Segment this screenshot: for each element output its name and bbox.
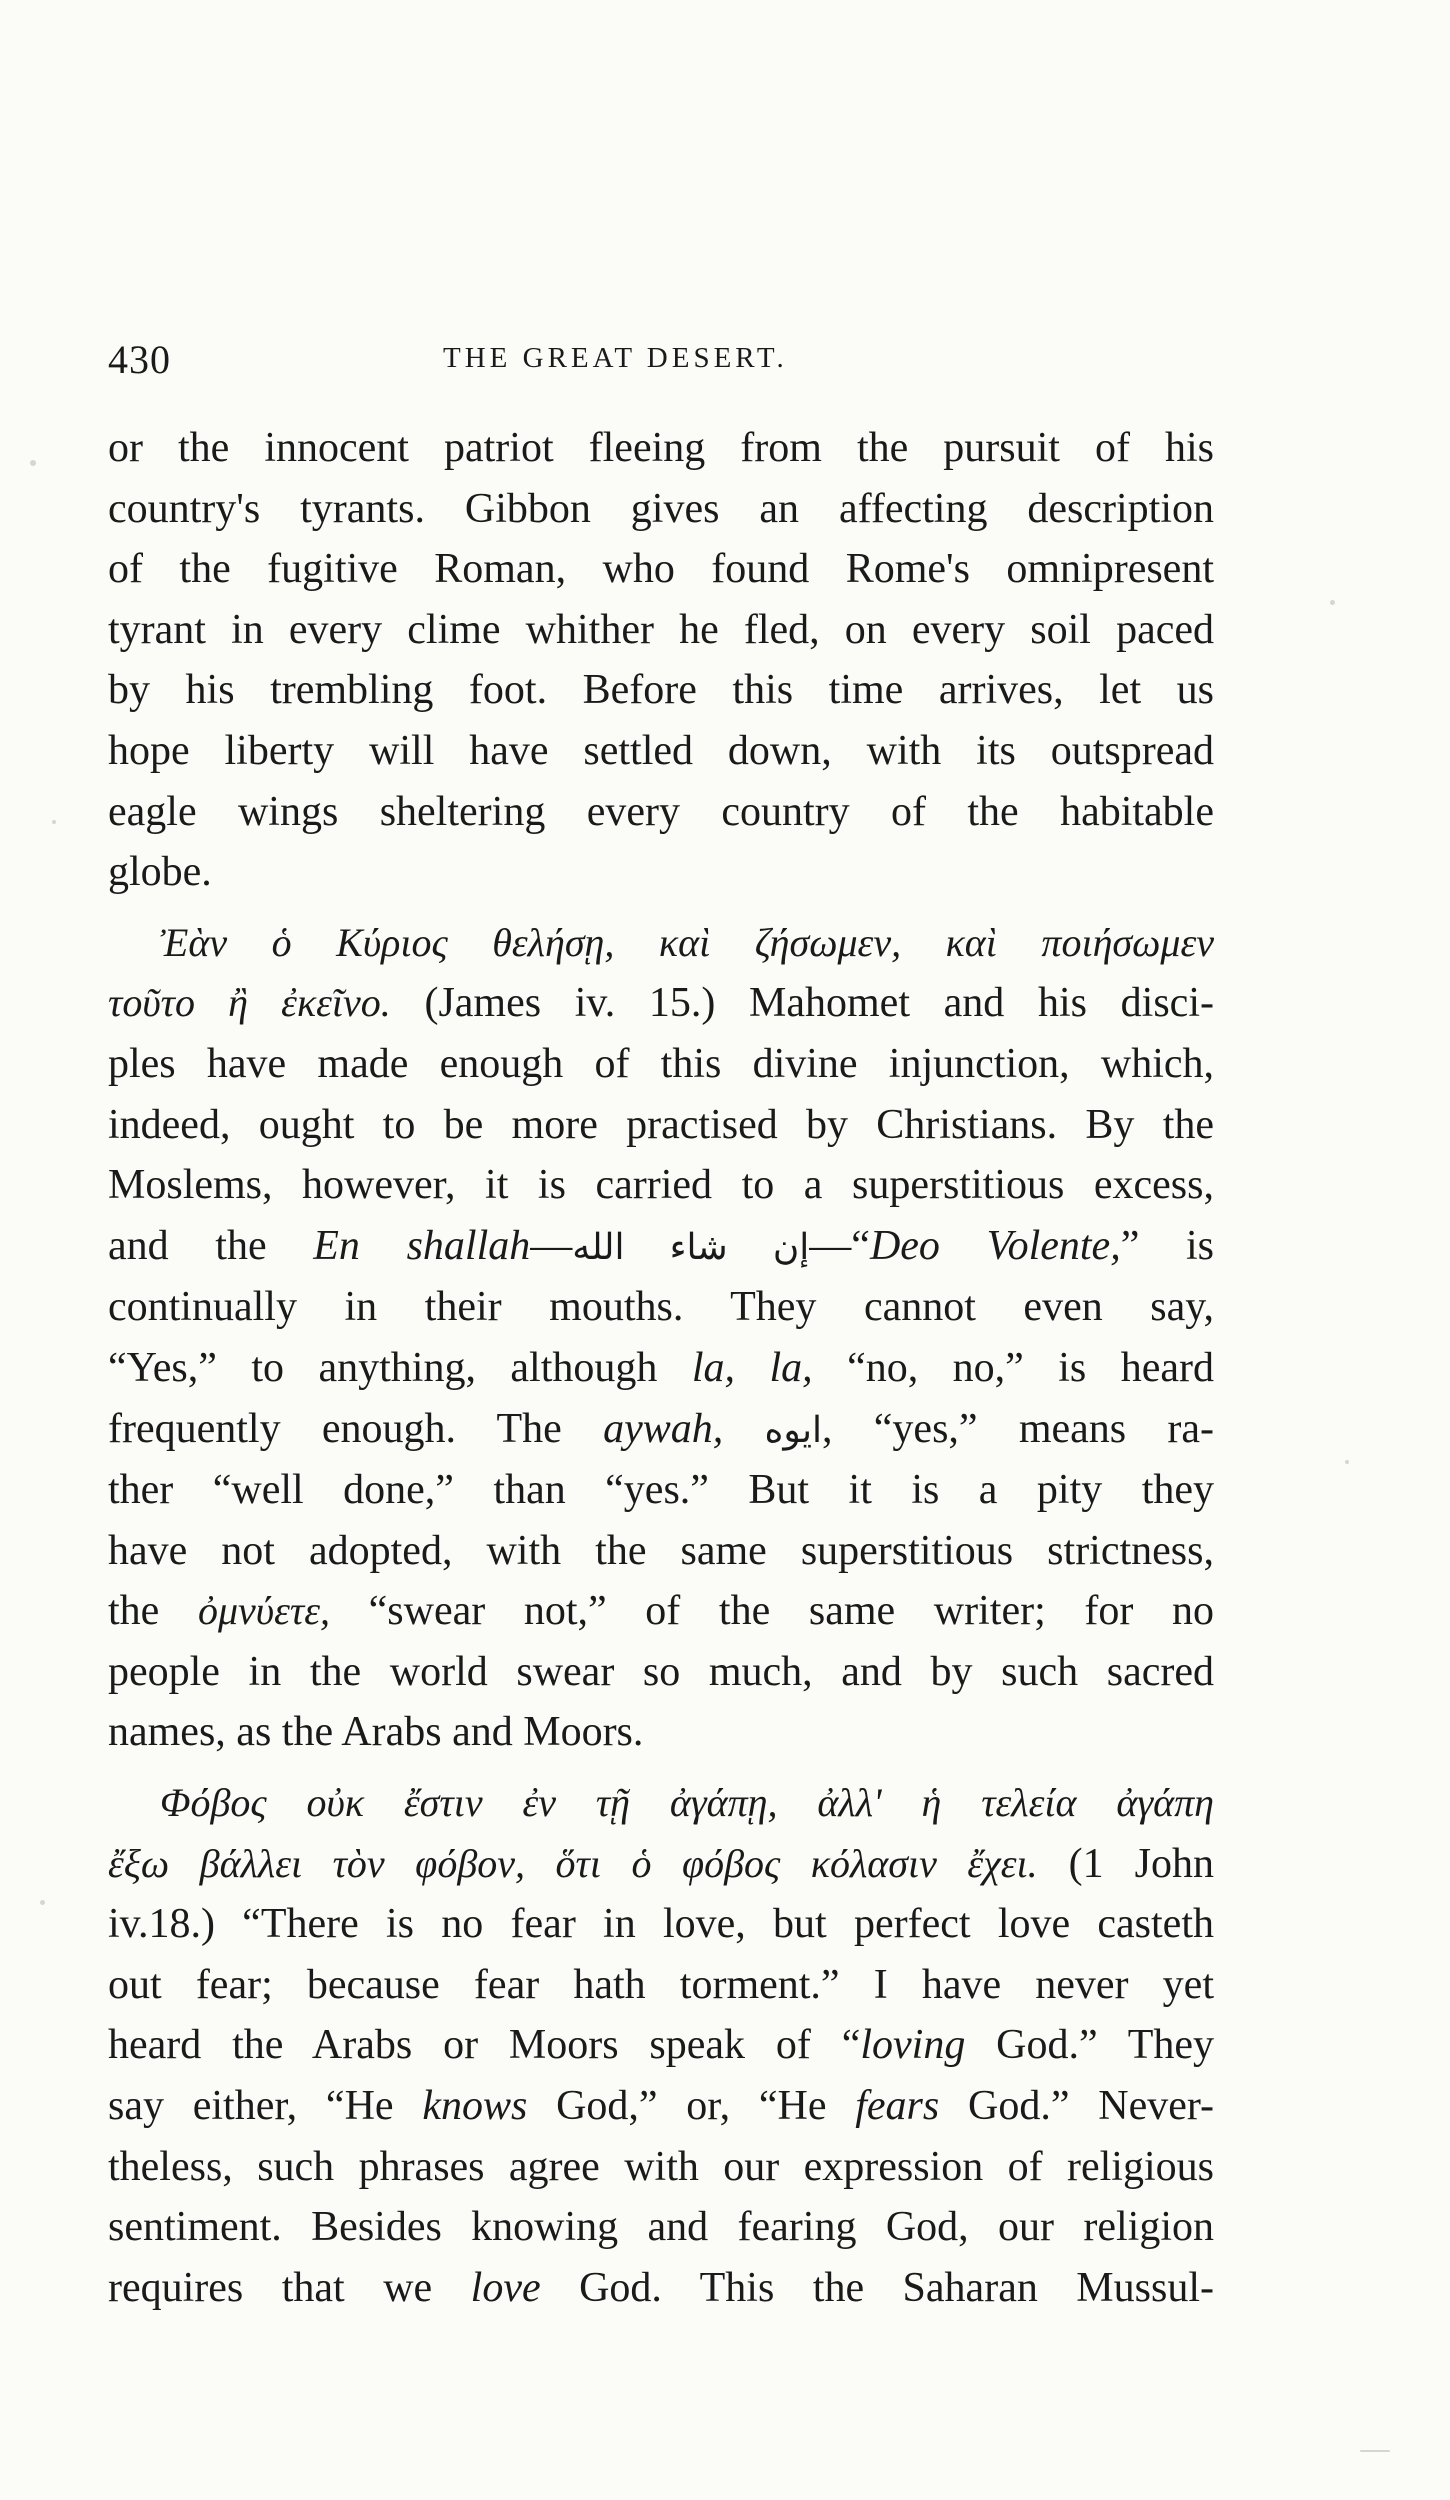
- text-line: globe.: [108, 849, 212, 896]
- page-number: 430: [108, 337, 171, 382]
- text-segment: —“: [809, 1222, 870, 1269]
- text-line: iv.18.) “There is no fear in love, but perfect love casteth: [108, 1901, 1214, 1948]
- scan-speck: [40, 1900, 45, 1905]
- text-line: [108, 1399, 1214, 1461]
- italic-text: aywah,: [603, 1405, 724, 1452]
- greek-text: ὀμνύετε,: [197, 1588, 330, 1634]
- text-line: [108, 973, 1214, 1034]
- page-header: [108, 336, 1218, 396]
- greek-quote-line: [108, 1773, 1214, 1834]
- italic-text: loving: [860, 2022, 966, 2069]
- text-line: or the innocent patriot fleeing from the pursuit of his: [108, 425, 1214, 471]
- text-segment: , “yes,” means ra-: [822, 1405, 1215, 1452]
- greek-quote-line: [108, 913, 1214, 974]
- arabic-text: ايوه: [764, 1409, 823, 1450]
- text-segment: (James iv. 15.) Mahomet and his disci-: [390, 980, 1214, 1027]
- scan-speck: [1330, 600, 1335, 605]
- italic-text: love: [470, 2264, 541, 2311]
- greek-text: ἔξω βάλλει τὸν φόβον, ὅτι ὁ φόβος κόλασιν ἔχει.: [108, 1840, 1038, 1886]
- text-segment: —: [530, 1222, 573, 1269]
- text-segment: “Yes,” to anything, although: [108, 1344, 692, 1391]
- scan-speck: [52, 820, 56, 824]
- text-segment: the: [108, 1588, 198, 1635]
- text-line: Moslems, however, it is carried to a superstitious excess,: [108, 1162, 1214, 1209]
- text-line: by his trembling foot. Before this time arrives, let us: [108, 667, 1214, 714]
- italic-text: fears: [855, 2083, 940, 2130]
- text-segment: God,” or, “He: [527, 2083, 856, 2130]
- running-title: THE GREAT DESERT.: [443, 342, 788, 374]
- greek-text: Φόβος οὐκ ἔστιν ἐν τῇ ἀγάπῃ, ἀλλ' ἡ τελεία ἀγάπη: [160, 1780, 1214, 1826]
- text-line: have not adopted, with the same superstitious strictness,: [108, 1527, 1214, 1574]
- text-line: names, as the Arabs and Moors.: [108, 1709, 644, 1756]
- text-segment: God.” Never-: [939, 2083, 1214, 2130]
- greek-text: τοῦτο ἢ ἐκεῖνο.: [108, 980, 391, 1026]
- text-line: sentiment. Besides knowing and fearing God, our religion: [108, 2204, 1214, 2251]
- text-line: ther “well done,” than “yes.” But it is a pity they: [108, 1467, 1214, 1514]
- text-line: [108, 1338, 1214, 1399]
- italic-text: knows: [422, 2083, 528, 2130]
- text-line: hope liberty will have settled down, with its outspread: [108, 727, 1214, 774]
- body-text: [108, 418, 1214, 2328]
- text-line: people in the world swear so much, and by such sacred: [108, 1648, 1214, 1695]
- text-segment: God.” They: [965, 2022, 1215, 2069]
- text-line: country's tyrants. Gibbon gives an affecting description: [108, 485, 1214, 532]
- text-line: [108, 1216, 1214, 1278]
- italic-text: En shallah: [313, 1222, 531, 1269]
- text-segment: say either, “He: [108, 2083, 423, 2130]
- scan-speck: [1345, 1460, 1349, 1464]
- text-line: [108, 2076, 1214, 2137]
- italic-text: Deo Volente,: [869, 1222, 1121, 1269]
- text-line: out fear; because fear hath torment.” I have never yet: [108, 1961, 1214, 2008]
- text-segment: frequently enough. The: [108, 1405, 604, 1452]
- text-line: eagle wings sheltering every country of the habitable: [108, 788, 1214, 835]
- text-segment: “swear not,” of the same writer; for no: [329, 1588, 1214, 1635]
- italic-text: la, la,: [691, 1344, 813, 1391]
- text-line: [108, 1834, 1214, 1895]
- text-line: theless, such phrases agree with our expression of religious: [108, 2143, 1214, 2190]
- paragraph-1: [108, 418, 1214, 903]
- paragraph-3: [108, 1773, 1214, 2318]
- text-line: indeed, ought to be more practised by Christians. By the: [108, 1101, 1214, 1148]
- text-segment: (1 John: [1037, 1840, 1214, 1887]
- text-line: ples have made enough of this divine injunction, which,: [108, 1040, 1214, 1087]
- arabic-text: إن شاء الله: [572, 1226, 810, 1267]
- text-line: tyrant in every clime whither he fled, on every soil paced: [108, 606, 1214, 653]
- text-line: [108, 2015, 1214, 2076]
- text-line: of the fugitive Roman, who found Rome's omnipresent: [108, 546, 1214, 593]
- text-segment: heard the Arabs or Moors speak of “: [108, 2022, 861, 2069]
- text-segment: God. This the Saharan Mussul-: [540, 2264, 1214, 2311]
- text-segment: ” is: [1120, 1222, 1214, 1269]
- text-line: continually in their mouths. They cannot even say,: [108, 1284, 1214, 1331]
- paragraph-2: [108, 913, 1214, 1763]
- scan-speck: [1360, 2450, 1390, 2452]
- text-segment: requires that we: [108, 2264, 471, 2311]
- scan-speck: [30, 460, 36, 466]
- greek-text: Ἐὰν ὁ Κύριος θελήσῃ, καὶ ζήσωμεν, καὶ ποιήσωμεν: [160, 919, 1214, 965]
- text-line: [108, 2258, 1214, 2319]
- text-line: [108, 1581, 1214, 1642]
- text-segment: and the: [108, 1222, 314, 1269]
- text-segment: “no, no,” is heard: [812, 1344, 1214, 1391]
